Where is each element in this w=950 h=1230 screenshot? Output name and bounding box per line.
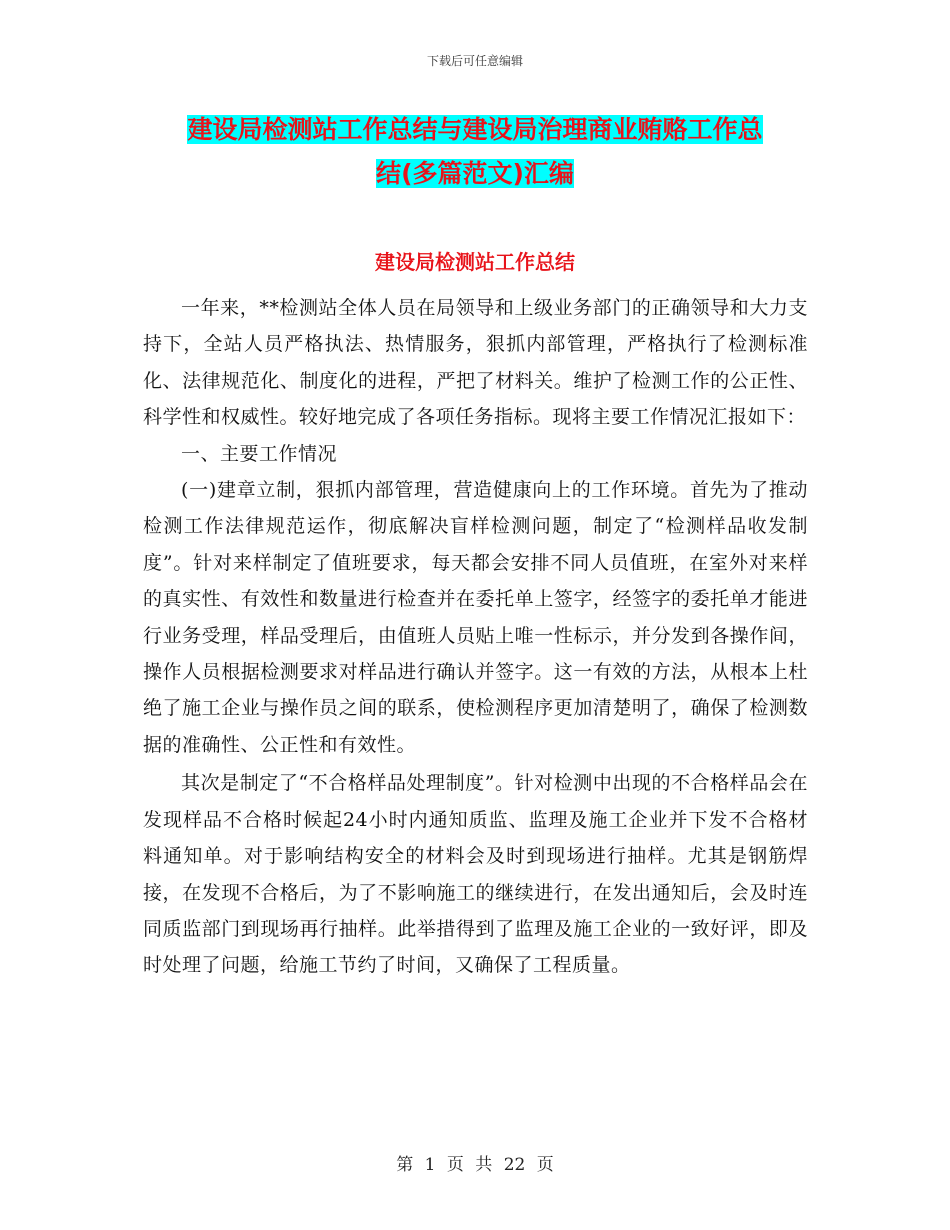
document-title-line-1: 建设局检测站工作总结与建设局治理商业贿赂工作总: [187, 115, 763, 144]
paragraph-intro: 一年来，**检测站全体人员在局领导和上级业务部门的正确领导和大力支持下，全站人员严格执法、热情服务，狠抓内部管理，严格执行了检测标准化、法律规范化、制度化的进程，严把了材料关。维护了检测工作的公正性、科学性和权威性。较好地完成了各项任务指标。现将主要工作情况汇报如下：: [143, 297, 808, 429]
page-header: 下载后可任意编辑: [426, 54, 523, 68]
paragraph-rules: (一)建章立制，狠抓内部管理，营造健康向上的工作环境。首先为了推动检测工作法律规范运作，彻底解决盲样检测问题，制定了“检测样品收发制度”。针对来样制定了值班要求，每天都会安排不同人员值班，在室外对来样的真实性、有效性和数量进行检查并在委托单上签字，经签字的委托单才能进行业务受理，样品受理后，由值班人员贴上唯一性标示，并分发到各操作间，操作人员根据检测要求对样品进行确认并签字。这一有效的方法，从根本上杜绝了施工企业与操作员之间的联系，使检测程序更加清楚明了，确保了检测数据的准确性、公正性和有效性。: [143, 479, 808, 756]
paragraph-heading-main-work: 一、主要工作情况: [181, 442, 338, 465]
section-title: 建设局检测站工作总结: [375, 250, 575, 274]
document-title: [150, 108, 800, 196]
page-footer: 第 1 页 共 22 页: [396, 1155, 554, 1175]
document-body: [143, 290, 808, 984]
paragraph-unqualified-samples: 其次是制定了“不合格样品处理制度”。针对检测中出现的不合格样品会在发现样品不合格时候起24小时内通知质监、监理及施工企业并下发不合格材料通知单。对于影响结构安全的材料会及时到现场进行抽样。尤其是钢筋焊接，在发现不合格后，为了不影响施工的继续进行，在发出通知后，会及时连同质监部门到现场再行抽样。此举措得到了监理及施工企业的一致好评，即及时处理了问题，给施工节约了时间，又确保了工程质量。: [143, 772, 808, 977]
document-title-line-2: 结(多篇范文)汇编: [376, 159, 574, 188]
